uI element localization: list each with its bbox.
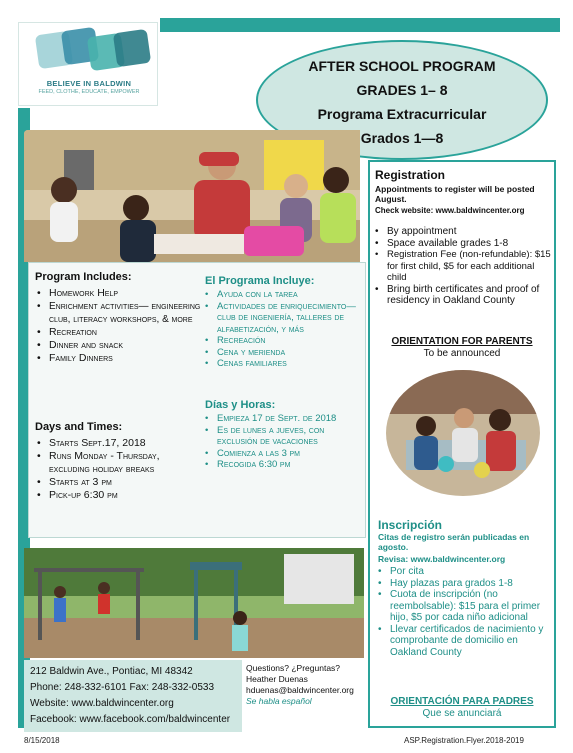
orientation-heading: ORIENTATION FOR PARENTS xyxy=(391,336,533,347)
list-item: • Cuota de inscripción (no reembolsable): $15 para el primer hijo, $5 por cada niño adicional xyxy=(378,589,554,624)
orientation-text: To be announced xyxy=(423,348,501,359)
registration-heading: Registration xyxy=(375,168,446,182)
registration-website-line xyxy=(375,206,551,215)
list-item: • Llevar certificados de nacimiento y comprobante de domicilio en Oakland County xyxy=(378,624,554,659)
inscripcion-list xyxy=(378,566,554,658)
classroom-photo xyxy=(24,130,360,262)
contact-name: Heather Duenas xyxy=(246,674,308,684)
address: 212 Baldwin Ave., Pontiac, MI 48342 xyxy=(30,666,193,677)
list-item: • Enrichment activities— engineering club, literacy workshops, & more xyxy=(37,300,203,326)
list-item: • Family Dinners xyxy=(37,352,203,365)
list-item: • Cenas familiares xyxy=(205,358,365,370)
circle-photo xyxy=(386,370,540,496)
list-item: • Empieza 17 de Sept. de 2018 xyxy=(205,413,365,425)
program-info-box xyxy=(28,262,366,538)
registration-box xyxy=(368,160,556,728)
list-item: • Space available grades 1-8 xyxy=(375,238,553,250)
website-label: Revisa: xyxy=(378,554,409,564)
facebook-link[interactable]: Facebook: www.facebook.com/baldwincenter xyxy=(30,714,231,725)
title-line: Programa Extracurricular xyxy=(317,106,487,122)
logo-square xyxy=(113,29,151,67)
logo-name: BELIEVE IN BALDWIN xyxy=(46,79,132,88)
list-item: • Cena y merienda xyxy=(205,347,365,359)
website-link[interactable]: Website: www.baldwincenter.org xyxy=(30,698,174,709)
classroom-photo-illustration xyxy=(24,130,360,262)
orientacion-text: Que se anunciará xyxy=(422,708,502,719)
inscripcion-website-line xyxy=(378,554,554,564)
list-item: • Dinner and snack xyxy=(37,339,203,352)
list-item: • Registration Fee (non-refundable): $15 for first child, $5 for each additional child xyxy=(375,249,553,284)
list-item: • By appointment xyxy=(375,226,553,238)
list-item: • Hay plazas para grados 1-8 xyxy=(378,578,554,590)
program-list-es xyxy=(205,289,365,370)
email-link[interactable]: hduenas@baldwincenter.org xyxy=(246,685,354,695)
days-list-es xyxy=(205,413,365,471)
title-line: GRADES 1– 8 xyxy=(356,82,448,98)
days-heading-en: Days and Times: xyxy=(35,421,123,433)
website-link[interactable]: www.baldwincenter.org xyxy=(410,554,506,564)
program-heading-en: Program Includes: xyxy=(35,271,132,283)
logo-tagline: FEED, CLOTHE, EDUCATE, EMPOWER xyxy=(38,89,140,95)
list-item: • Starts Sept.17, 2018 xyxy=(37,437,203,450)
list-item: • Recreation xyxy=(37,326,203,339)
inscripcion-intro: Citas de registro serán publicadas en agosto. xyxy=(378,532,530,552)
list-item: • Es de lunes a jueves, con exclusión de vacaciones xyxy=(205,425,365,448)
website-label: Check website: xyxy=(375,206,434,215)
spanish-note: Se habla español xyxy=(246,696,312,706)
list-item: • Bring birth certificates and proof of residency in Oakland County xyxy=(375,284,553,307)
list-item: • Homework Help xyxy=(37,287,203,300)
circle-photo-illustration xyxy=(386,370,540,496)
title-line: AFTER SCHOOL PROGRAM xyxy=(308,58,496,74)
questions-box xyxy=(242,660,366,732)
list-item: • Recogida 6:30 pm xyxy=(205,459,365,471)
inscripcion-heading: Inscripción xyxy=(378,518,443,532)
top-accent-bar xyxy=(160,18,560,32)
list-item: • Actividades de enriquecimiento—club de ingeniería, talleres de alfabetización, y más xyxy=(205,301,365,336)
phone-fax: Phone: 248-332-6101 Fax: 248-332-0533 xyxy=(30,682,215,693)
registration-intro: Appointments to register will be posted August. xyxy=(375,184,535,204)
questions-label: Questions? ¿Preguntas? xyxy=(246,663,341,673)
website-link[interactable]: www.baldwincenter.org xyxy=(435,206,525,215)
list-item: • Pick-up 6:30 pm xyxy=(37,489,203,502)
footer-file: ASP.Registration.Flyer.2018-2019 xyxy=(404,736,524,745)
orientacion-heading: ORIENTACIÓN PARA PADRES xyxy=(390,696,534,707)
program-list-en xyxy=(37,287,203,365)
days-list-en xyxy=(37,437,203,502)
logo xyxy=(18,22,158,106)
list-item: • Runs Monday - Thursday, excluding holiday breaks xyxy=(37,450,203,476)
list-item: • Starts at 3 pm xyxy=(37,476,203,489)
title-line: Grados 1—8 xyxy=(360,130,444,146)
days-heading-es: Días y Horas: xyxy=(205,399,276,411)
contact-box xyxy=(24,660,242,732)
list-item: • Ayuda con la tarea xyxy=(205,289,365,301)
program-heading-es: El Programa Incluye: xyxy=(205,275,315,287)
list-item: • Recreación xyxy=(205,335,365,347)
list-item: • Por cita xyxy=(378,566,554,578)
list-item: • Comienza a las 3 pm xyxy=(205,448,365,460)
playground-photo xyxy=(24,548,364,658)
registration-list xyxy=(375,226,553,307)
footer-date: 8/15/2018 xyxy=(24,736,60,745)
playground-photo-illustration xyxy=(24,548,364,658)
